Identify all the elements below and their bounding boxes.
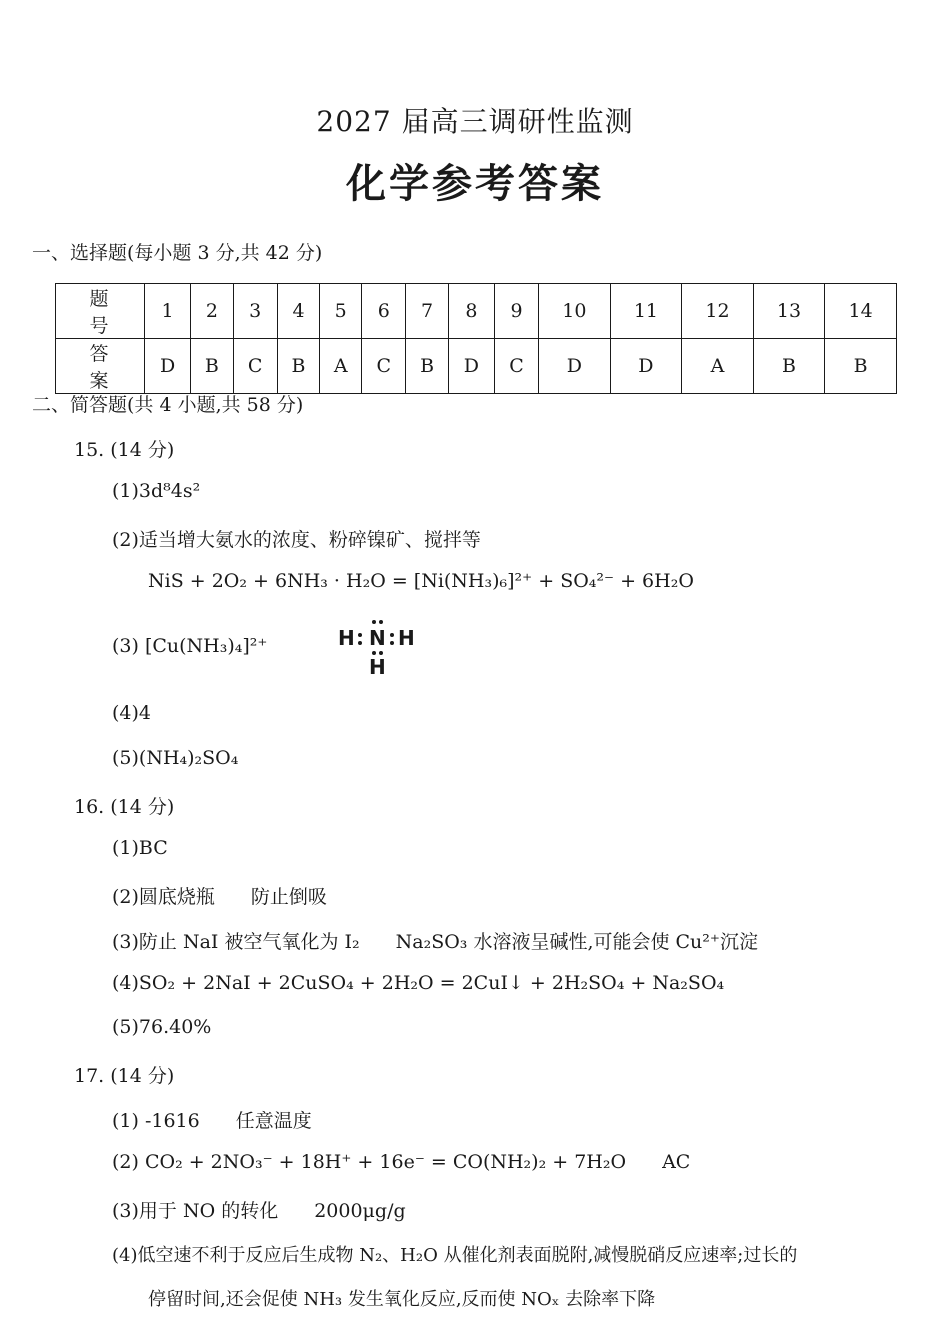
row-label-answer: 答 案	[56, 339, 145, 394]
answer-cell: C	[494, 339, 538, 394]
question-number: 3	[233, 284, 277, 339]
answer-cell: B	[406, 339, 449, 394]
answer-cell: B	[753, 339, 825, 394]
q16-answer-1: (1)BC	[112, 837, 168, 859]
q17-answer-2-part-2: AC	[662, 1151, 691, 1173]
lewis-right-h: H	[398, 626, 415, 650]
question-number: 10	[539, 284, 611, 339]
q17-answer-3-part-2: 2000μg/g	[314, 1200, 406, 1222]
answer-cell: D	[448, 339, 494, 394]
question-number: 13	[753, 284, 825, 339]
answer-cell: B	[277, 339, 320, 394]
q15-answer-5: (5)(NH₄)₂SO₄	[112, 747, 239, 769]
table-row-answers	[56, 339, 897, 394]
question-16-label: 16. (14 分)	[74, 796, 175, 818]
q15-equation: NiS + 2O₂ + 6NH₃ · H₂O = [Ni(NH₃)₆]²⁺ + SO₄²⁻ + 6H₂O	[148, 570, 694, 592]
q15-answer-4: (4)4	[112, 702, 152, 724]
exam-subtitle: 2027 届高三调研性监测	[316, 105, 634, 138]
lewis-bottom-h: H	[369, 655, 386, 679]
question-number: 9	[494, 284, 538, 339]
question-15-label: 15. (14 分)	[74, 439, 175, 461]
answer-cell: C	[233, 339, 277, 394]
electron-dot	[358, 633, 362, 637]
q16-answer-2-part-1: (2)圆底烧瓶	[112, 886, 215, 908]
q16-answer-4: (4)SO₂ + 2NaI + 2CuSO₄ + 2H₂O = 2CuI↓ + 2H₂SO₄ + Na₂SO₄	[112, 972, 725, 994]
answer-cell: A	[682, 339, 754, 394]
q17-answer-1-part-2: 任意温度	[235, 1110, 312, 1132]
q16-answer-5: (5)76.40%	[112, 1016, 212, 1038]
electron-dot	[358, 641, 362, 645]
answer-cell: D	[145, 339, 191, 394]
answer-cell: C	[362, 339, 406, 394]
electron-dot	[372, 620, 376, 624]
question-number: 14	[825, 284, 897, 339]
answer-cell: B	[825, 339, 897, 394]
q17-answer-3-part-1: (3)用于 NO 的转化	[112, 1200, 279, 1222]
question-number: 11	[610, 284, 682, 339]
table-row-numbers	[56, 284, 897, 339]
page-title: 化学参考答案	[346, 161, 604, 207]
q16-answer-2-part-2: 防止倒吸	[250, 886, 327, 908]
answer-cell: B	[191, 339, 234, 394]
q16-answer-3-part-1: (3)防止 NaI 被空气氧化为 I₂	[112, 931, 360, 953]
q15-answer-1: (1)3d⁸4s²	[112, 480, 201, 502]
q15-answer-2: (2)适当增大氨水的浓度、粉碎镍矿、搅拌等	[112, 529, 481, 551]
question-number: 4	[277, 284, 320, 339]
q17-answer-2-part-1: (2) CO₂ + 2NO₃⁻ + 18H⁺ + 16e⁻ = CO(NH₂)₂ + 7H₂O	[112, 1151, 627, 1173]
q17-answer-4-line-1: (4)低空速不利于反应后生成物 N₂、H₂O 从催化剂表面脱附,减慢脱硝反应速率;过长的	[112, 1245, 798, 1266]
question-number: 1	[145, 284, 191, 339]
question-number: 7	[406, 284, 449, 339]
question-number: 6	[362, 284, 406, 339]
q15-answer-3: (3) [Cu(NH₃)₄]²⁺	[112, 635, 268, 657]
question-number: 8	[448, 284, 494, 339]
q17-answer-1	[112, 1106, 312, 1133]
lewis-left-h: H	[338, 626, 355, 650]
electron-dot	[390, 641, 394, 645]
electron-dot	[390, 633, 394, 637]
q17-answer-2	[112, 1151, 690, 1173]
q17-answer-3	[112, 1196, 406, 1223]
question-number: 2	[191, 284, 234, 339]
q16-answer-3	[112, 927, 758, 954]
q17-answer-4-line-2: 停留时间,还会促使 NH₃ 发生氧化反应,反而使 NOₓ 去除率下降	[148, 1289, 656, 1310]
q16-answer-3-part-2: Na₂SO₃ 水溶液呈碱性,可能会使 Cu²⁺沉淀	[395, 931, 758, 953]
answer-cell: D	[539, 339, 611, 394]
question-number: 5	[320, 284, 362, 339]
q17-answer-1-part-1: (1) -1616	[112, 1110, 200, 1132]
q16-answer-2	[112, 882, 327, 909]
electron-dot	[379, 620, 383, 624]
choice-answer-table	[55, 283, 897, 394]
lewis-center-n: N	[369, 626, 386, 650]
row-label-number: 题 号	[56, 284, 145, 339]
answer-cell: A	[320, 339, 362, 394]
section-2-heading: 二、简答题(共 4 小题,共 58 分)	[32, 394, 304, 416]
answer-cell: D	[610, 339, 682, 394]
question-number: 12	[682, 284, 754, 339]
section-1-heading: 一、选择题(每小题 3 分,共 42 分)	[32, 242, 323, 264]
question-17-label: 17. (14 分)	[74, 1065, 175, 1087]
ammonia-lewis-structure	[336, 618, 424, 680]
